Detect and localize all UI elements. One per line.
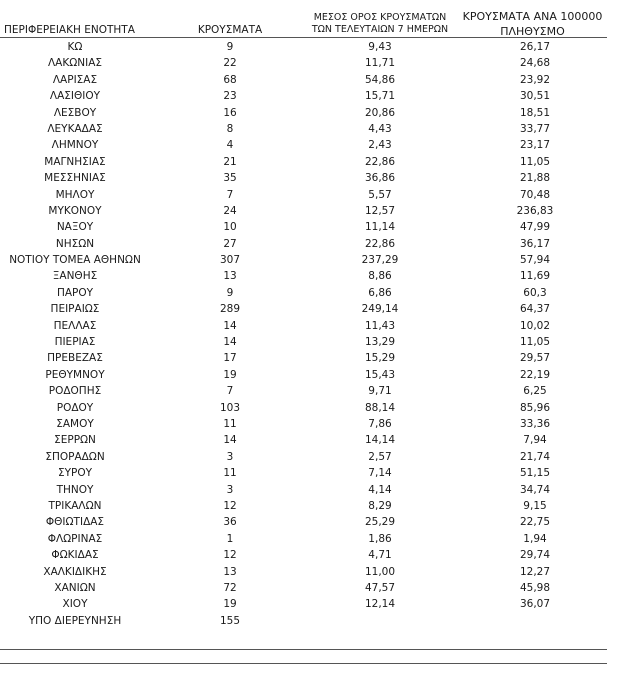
header-cases: ΚΡΟΥΣΜΑΤΑ <box>197 24 263 36</box>
per100k-cell: 23,92 <box>519 73 551 86</box>
per100k-cell: 12,27 <box>519 565 551 578</box>
avg-cell: 36,86 <box>364 172 396 185</box>
avg-cell: 25,29 <box>364 516 396 529</box>
cases-cell: 8 <box>226 122 234 135</box>
footer-divider-1 <box>0 649 607 650</box>
cases-cell: 19 <box>223 598 237 611</box>
per100k-cell: 9,15 <box>523 499 547 512</box>
table-row <box>0 564 610 580</box>
table-row <box>0 268 610 284</box>
region-cell: ΤΗΝΟΥ <box>56 483 94 496</box>
region-cell: ΤΡΙΚΑΛΩΝ <box>48 499 102 512</box>
per100k-cell: 21,88 <box>519 172 551 185</box>
table-row <box>0 596 610 612</box>
table-row <box>0 39 610 55</box>
per100k-cell: 24,68 <box>519 57 551 70</box>
avg-cell: 9,71 <box>368 385 392 398</box>
region-cell: ΡΟΔΟΥ <box>56 401 94 414</box>
table-row <box>0 547 610 563</box>
avg-cell: 6,86 <box>368 286 392 299</box>
table-row <box>0 334 610 350</box>
per100k-cell: 22,19 <box>519 368 551 381</box>
per100k-cell: 64,37 <box>519 303 551 316</box>
table-row <box>0 170 610 186</box>
header-divider <box>0 37 607 38</box>
header-per-line2: ΠΛΗΘΥΣΜΟ <box>500 25 565 38</box>
table-row <box>0 203 610 219</box>
cases-cell: 23 <box>223 90 237 103</box>
header-avg-7days <box>300 12 460 36</box>
table-row <box>0 154 610 170</box>
region-cell: ΣΑΜΟΥ <box>56 417 94 430</box>
cases-cell: 19 <box>223 368 237 381</box>
cases-cell: 12 <box>223 549 237 562</box>
cases-cell: 7 <box>226 188 234 201</box>
region-cell: ΠΡΕΒΕΖΑΣ <box>47 352 103 365</box>
avg-cell: 249,14 <box>361 303 399 316</box>
per100k-cell: 11,05 <box>519 336 551 349</box>
cases-cell: 27 <box>223 237 237 250</box>
avg-cell: 13,29 <box>364 336 396 349</box>
table-row <box>0 105 610 121</box>
cases-cell: 14 <box>223 336 237 349</box>
region-cell: ΜΥΚΟΝΟΥ <box>48 204 102 217</box>
table-row <box>0 416 610 432</box>
table-row <box>0 350 610 366</box>
per100k-cell: 10,02 <box>519 319 551 332</box>
avg-cell: 4,14 <box>368 483 392 496</box>
table-row <box>0 514 610 530</box>
cases-cell: 155 <box>219 614 241 627</box>
per100k-cell: 22,75 <box>519 516 551 529</box>
per100k-cell: 36,17 <box>519 237 551 250</box>
table-row <box>0 449 610 465</box>
avg-cell: 47,57 <box>364 581 396 594</box>
per100k-cell: 60,3 <box>523 286 547 299</box>
region-cell: ΛΕΣΒΟΥ <box>53 106 97 119</box>
region-cell: ΝΑΞΟΥ <box>56 221 94 234</box>
region-cell: ΛΑΚΩΝΙΑΣ <box>47 57 103 70</box>
region-cell: ΛΑΡΙΣΑΣ <box>52 73 98 86</box>
cases-cell: 21 <box>223 155 237 168</box>
cases-cell: 14 <box>223 434 237 447</box>
per100k-cell: 11,69 <box>519 270 551 283</box>
region-cell: ΜΑΓΝΗΣΙΑΣ <box>44 155 106 168</box>
avg-cell: 14,14 <box>364 434 396 447</box>
per100k-cell: 33,77 <box>519 122 551 135</box>
data-table-body <box>0 39 610 629</box>
avg-cell: 54,86 <box>364 73 396 86</box>
cases-cell: 3 <box>226 450 234 463</box>
region-cell: ΛΑΣΙΘΙΟΥ <box>49 90 101 103</box>
per100k-cell: 51,15 <box>519 467 551 480</box>
region-cell: ΦΩΚΙΔΑΣ <box>51 549 99 562</box>
avg-cell: 1,86 <box>368 532 392 545</box>
header-region: ΠΕΡΙΦΕΡΕΙΑΚΗ ΕΝΟΤΗΤΑ <box>4 24 135 36</box>
table-row <box>0 121 610 137</box>
avg-cell: 12,14 <box>364 598 396 611</box>
table-row <box>0 301 610 317</box>
cases-cell: 7 <box>226 385 234 398</box>
avg-cell: 9,43 <box>368 41 392 53</box>
cases-cell: 14 <box>223 319 237 332</box>
per100k-cell: 21,74 <box>519 450 551 463</box>
avg-cell: 22,86 <box>364 155 396 168</box>
per100k-cell: 7,94 <box>523 434 547 447</box>
region-cell: ΣΥΡΟΥ <box>57 467 93 480</box>
avg-cell: 2,43 <box>368 139 392 152</box>
avg-cell: 88,14 <box>364 401 396 414</box>
header-per-line1: ΚΡΟΥΣΜΑΤΑ ΑΝΑ 100000 <box>462 10 603 23</box>
cases-cell: 16 <box>223 106 237 119</box>
per100k-cell: 70,48 <box>519 188 551 201</box>
cases-cell: 17 <box>223 352 237 365</box>
avg-cell: 20,86 <box>364 106 396 119</box>
table-row <box>0 285 610 301</box>
cases-cell: 9 <box>226 41 234 53</box>
per100k-cell: 23,17 <box>519 139 551 152</box>
cases-cell: 11 <box>223 417 237 430</box>
region-cell: ΦΛΩΡΙΝΑΣ <box>47 532 103 545</box>
cases-cell: 68 <box>223 73 237 86</box>
region-cell: ΚΩ <box>67 41 83 53</box>
cases-cell: 289 <box>219 303 241 316</box>
avg-cell: 12,57 <box>364 204 396 217</box>
table-row <box>0 432 610 448</box>
region-cell: ΣΠΟΡΑΔΩΝ <box>45 450 105 463</box>
cases-cell: 11 <box>223 467 237 480</box>
table-row <box>0 383 610 399</box>
avg-cell: 237,29 <box>361 254 399 267</box>
region-cell: ΠΙΕΡΙΑΣ <box>54 336 96 349</box>
header-per-100k <box>455 9 610 39</box>
per100k-cell: 6,25 <box>523 385 547 398</box>
region-cell: ΞΑΝΘΗΣ <box>52 270 98 283</box>
table-row <box>0 465 610 481</box>
avg-cell: 8,29 <box>368 499 392 512</box>
avg-cell: 4,43 <box>368 122 392 135</box>
cases-cell: 10 <box>223 221 237 234</box>
cases-cell: 35 <box>223 172 237 185</box>
per100k-cell: 47,99 <box>519 221 551 234</box>
table-row <box>0 55 610 71</box>
cases-cell: 72 <box>223 581 237 594</box>
avg-cell: 11,71 <box>364 57 396 70</box>
per100k-cell: 34,74 <box>519 483 551 496</box>
region-cell: ΜΕΣΣΗΝΙΑΣ <box>44 172 106 185</box>
table-row <box>0 236 610 252</box>
region-cell: ΛΗΜΝΟΥ <box>51 139 99 152</box>
region-cell: ΜΗΛΟΥ <box>55 188 95 201</box>
cases-cell: 13 <box>223 270 237 283</box>
avg-cell: 15,43 <box>364 368 396 381</box>
region-cell: ΡΟΔΟΠΗΣ <box>48 385 102 398</box>
avg-cell: 15,71 <box>364 90 396 103</box>
per100k-cell: 29,74 <box>519 549 551 562</box>
cases-cell: 1 <box>226 532 234 545</box>
per100k-cell: 11,05 <box>519 155 551 168</box>
avg-cell: 15,29 <box>364 352 396 365</box>
per100k-cell: 45,98 <box>519 581 551 594</box>
avg-cell: 5,57 <box>368 188 392 201</box>
per100k-cell: 30,51 <box>519 90 551 103</box>
avg-cell: 11,14 <box>364 221 396 234</box>
avg-cell: 22,86 <box>364 237 396 250</box>
per100k-cell: 57,94 <box>519 254 551 267</box>
table-row <box>0 88 610 104</box>
per100k-cell: 36,07 <box>519 598 551 611</box>
avg-cell: 7,86 <box>368 417 392 430</box>
table-row <box>0 367 610 383</box>
footer-divider-2 <box>0 663 607 664</box>
header-avg-line1: ΜΕΣΟΣ ΟΡΟΣ ΚΡΟΥΣΜΑΤΩΝ <box>313 12 447 23</box>
region-cell: ΧΑΛΚΙΔΙΚΗΣ <box>43 565 107 578</box>
per100k-cell: 1,94 <box>523 532 547 545</box>
per100k-cell: 33,36 <box>519 417 551 430</box>
header-avg-line2: ΤΩΝ ΤΕΛΕΥΤΑΙΩΝ 7 ΗΜΕΡΩΝ <box>311 24 449 35</box>
region-cell: ΡΕΘΥΜΝΟΥ <box>45 368 105 381</box>
table-row <box>0 580 610 596</box>
table-row <box>0 498 610 514</box>
region-cell: ΧΙΟΥ <box>62 598 88 611</box>
per100k-cell: 18,51 <box>519 106 551 119</box>
avg-cell: 11,00 <box>364 565 396 578</box>
cases-cell: 4 <box>226 139 234 152</box>
table-row <box>0 252 610 268</box>
cases-cell: 3 <box>226 483 234 496</box>
table-row <box>0 613 610 629</box>
per100k-cell: 29,57 <box>519 352 551 365</box>
cases-cell: 307 <box>219 254 241 267</box>
region-cell: ΝΗΣΩΝ <box>55 237 95 250</box>
region-cell: ΣΕΡΡΩΝ <box>54 434 96 447</box>
avg-cell: 4,71 <box>368 549 392 562</box>
table-row <box>0 531 610 547</box>
avg-cell: 11,43 <box>364 319 396 332</box>
cases-cell: 13 <box>223 565 237 578</box>
avg-cell: 2,57 <box>368 450 392 463</box>
region-cell: ΧΑΝΙΩΝ <box>54 581 96 594</box>
region-cell: ΥΠΟ ΔΙΕΡΕΥΝΗΣΗ <box>28 614 122 627</box>
region-cell: ΦΘΙΩΤΙΔΑΣ <box>45 516 105 529</box>
region-cell: ΠΕΛΛΑΣ <box>53 319 97 332</box>
table-row <box>0 400 610 416</box>
table-row <box>0 219 610 235</box>
table-row <box>0 187 610 203</box>
per100k-cell: 85,96 <box>519 401 551 414</box>
region-cell: ΠΕΙΡΑΙΩΣ <box>50 303 100 316</box>
table-row <box>0 72 610 88</box>
table-row <box>0 482 610 498</box>
cases-cell: 22 <box>223 57 237 70</box>
table-row <box>0 318 610 334</box>
cases-cell: 24 <box>223 204 237 217</box>
cases-cell: 103 <box>219 401 241 414</box>
region-cell: ΠΑΡΟΥ <box>56 286 94 299</box>
per100k-cell: 26,17 <box>519 41 551 53</box>
region-cell: ΛΕΥΚΑΔΑΣ <box>47 122 103 135</box>
table-row <box>0 137 610 153</box>
region-cell: ΝΟΤΙΟΥ ΤΟΜΕΑ ΑΘΗΝΩΝ <box>9 254 141 267</box>
avg-cell: 8,86 <box>368 270 392 283</box>
cases-cell: 36 <box>223 516 237 529</box>
per100k-cell: 236,83 <box>516 204 554 217</box>
cases-cell: 9 <box>226 286 234 299</box>
avg-cell: 7,14 <box>368 467 392 480</box>
cases-cell: 12 <box>223 499 237 512</box>
